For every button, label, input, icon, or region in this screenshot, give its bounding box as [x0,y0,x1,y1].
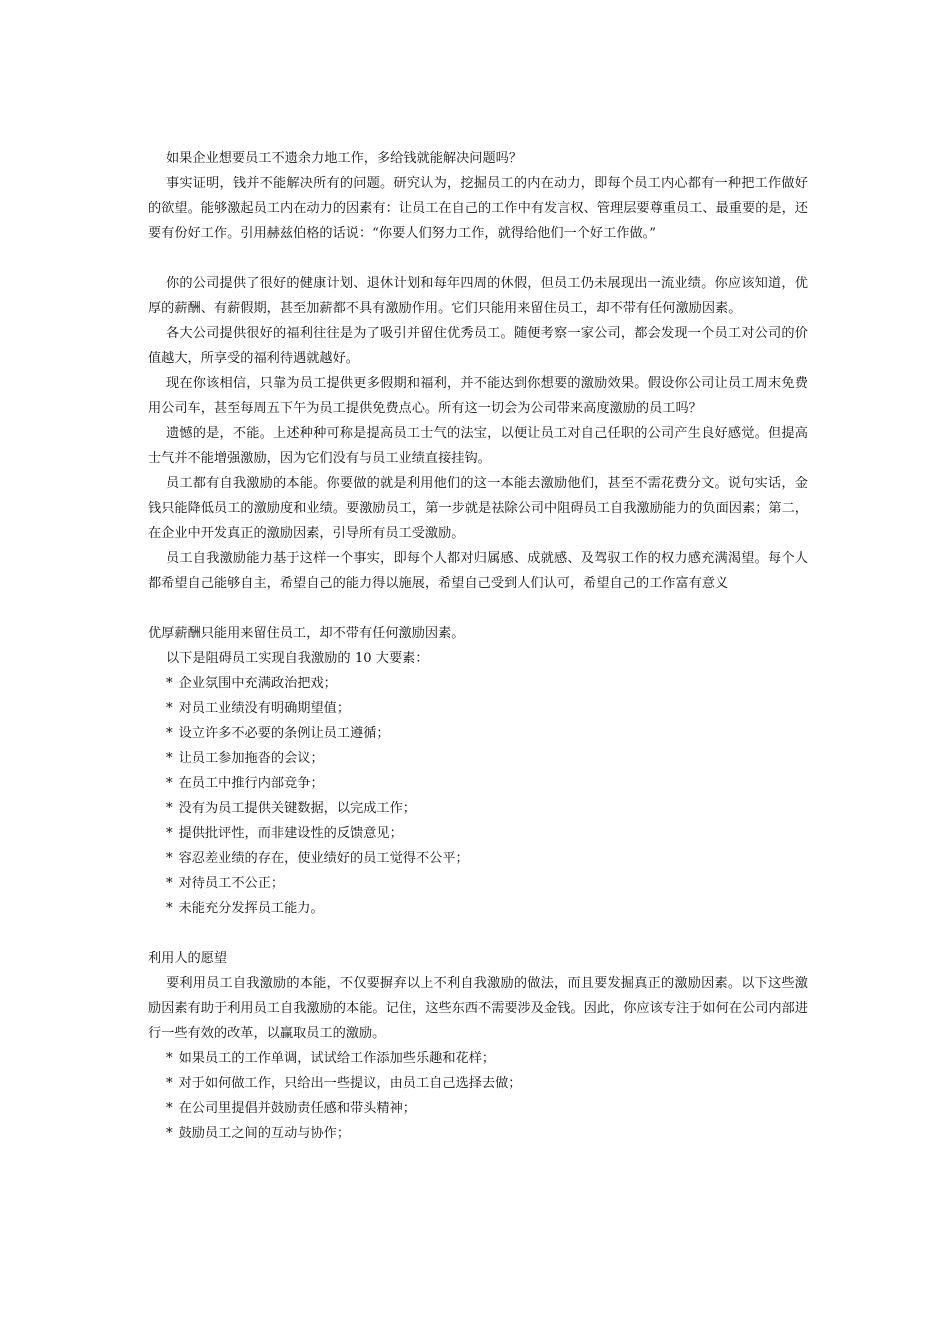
list-item [148,696,808,721]
list-item [148,1046,808,1071]
list-item [148,796,808,821]
list-item [148,896,808,921]
obstacles-list [148,671,808,921]
self-motivation-paragraph: 员工都有自我激励的本能。你要做的就是利用他们的这一本能去激励他们，甚至不需花费分文。说句实话，金钱只能降低员工的激励度和业绩。要激励员工，第一步就是祛除公司中阻碍员工自我激励能力的负面因素；第二，在企业中开发真正的激励因素，引导所有员工受激励。 [148,476,808,541]
list-item-text: 提供批评性，而非建设性的反馈意见； [178,826,403,841]
list-item [148,1071,808,1096]
list-item-text: 设立许多不必要的条例让员工遵循； [178,726,390,741]
spacer [148,596,808,621]
list-item-text: 对员工业绩没有明确期望值； [178,701,351,716]
motivators-list [148,1046,808,1146]
bullet-star: * [166,751,173,766]
list-item-text: 未能充分发挥员工能力。 [178,901,324,916]
obstacles-intro: 以下是阻碍员工实现自我激励的 10 大要素： [166,651,429,666]
vacation-paragraph: 现在你该相信，只靠为员工提供更多假期和福利，并不能达到你想要的激励效果。假设你公司让员工周末免费用公司车，甚至每周五下午为员工提供免费点心。所有这一切会为公司带来高度激励的员工吗？ [148,376,808,416]
benefits-paragraph: 你的公司提供了很好的健康计划、退休计划和每年四周的休假，但员工仍未展现出一流业绩。你应该知道，优厚的薪酬、有薪假期，甚至加薪都不具有激励作用。它们只能用来留住员工，却不带有任何激励因素。 [148,276,808,316]
question-paragraph: 如果企业想要员工不遗余力地工作，多给钱就能解决问题吗？ [166,151,523,166]
bullet-star: * [166,876,173,891]
use-desire-paragraph: 要利用员工自我激励的本能，不仅要摒弃以上不利自我激励的做法，而且要发掘真正的激励因素。以下这些激励因素有助于利用员工自我激励的本能。记住，这些东西不需要涉及金钱。因此，你应该专注于如何在公司内部进行一些有效的改革，以赢取员工的激励。 [148,976,808,1041]
welfare-paragraph: 各大公司提供很好的福利往往是为了吸引并留住优秀员工。随便考察一家公司，都会发现一个员工对公司的价值越大，所享受的福利待遇就越好。 [148,326,808,366]
list-item [148,721,808,746]
list-item [148,1096,808,1121]
list-item [148,671,808,696]
list-item-text: 容忍差业绩的存在，使业绩好的员工觉得不公平； [178,851,469,866]
bullet-star: * [166,676,173,691]
money-not-solution-paragraph: 事实证明，钱并不能解决所有的问题。研究认为，挖掘员工的内在动力，即每个员工内心都有一种把工作做好的欲望。能够激起员工内在动力的因素有：让员工在自己的工作中有发言权、管理层要尊重员工、最重要的是，还要有份好工作。引用赫兹伯格的话说：“你要人们努力工作，就得给他们一个好工作做。” [148,176,808,241]
bullet-star: * [166,1051,173,1066]
list-item-text: 让员工参加拖沓的会议； [178,751,324,766]
list-item-text: 对待员工不公正； [178,876,285,891]
desire-paragraph: 员工自我激励能力基于这样一个事实，即每个人都对归属感、成就感、及驾驭工作的权力感充满渴望。每个人都希望自己能够自主，希望自己的能力得以施展，希望自己受到人们认可，希望自己的工作富有意义 [148,551,808,591]
bullet-star: * [166,1076,173,1091]
bullet-star: * [166,826,173,841]
list-item-text: 在员工中推行内部竞争； [178,776,324,791]
spacer [148,246,808,271]
bullet-star: * [166,1101,173,1116]
bullet-star: * [166,901,173,916]
list-item [148,746,808,771]
section-heading-pay: 优厚薪酬只能用来留住员工，却不带有任何激励因素。 [148,626,465,641]
bullet-star: * [166,776,173,791]
spacer [148,921,808,946]
list-item [148,1121,808,1146]
list-item-text: 在公司里提倡并鼓励责任感和带头精神； [178,1101,416,1116]
list-item [148,821,808,846]
bullet-star: * [166,726,173,741]
list-item-text: 鼓励员工之间的互动与协作； [178,1126,351,1141]
list-item-text: 如果员工的工作单调，试试给工作添加些乐趣和花样； [178,1051,496,1066]
bullet-star: * [166,851,173,866]
bullet-star: * [166,801,173,816]
bullet-star: * [166,701,173,716]
list-item-text: 企业氛围中充满政治把戏； [178,676,337,691]
list-item [148,846,808,871]
bullet-star: * [166,1126,173,1141]
list-item-text: 对于如何做工作，只给出一些提议，由员工自己选择去做； [178,1076,522,1091]
morale-paragraph: 遗憾的是，不能。上述种种可称是提高员工士气的法宝，以便让员工对自己任职的公司产生良好感觉。但提高士气并不能增强激励，因为它们没有与员工业绩直接挂钩。 [148,426,808,466]
list-item [148,871,808,896]
list-item [148,771,808,796]
section-heading-desire: 利用人的愿望 [148,951,228,966]
document-page [148,146,808,1146]
list-item-text: 没有为员工提供关键数据，以完成工作； [178,801,416,816]
